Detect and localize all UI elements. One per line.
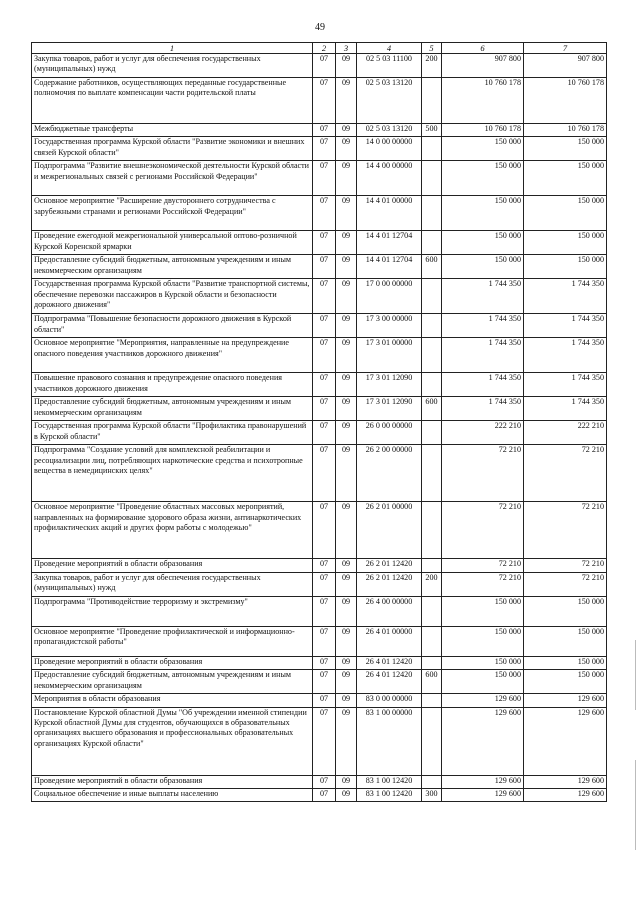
row-amount-1: 150 000 [442,670,524,694]
row-amount-2: 150 000 [524,161,607,196]
row-amount-2: 10 760 178 [524,124,607,137]
row-section: 07 [313,231,336,255]
row-name: Постановление Курской областной Думы "Об учреждении именной стипендии Курской областной Думы для студентов, обучающихся в образовательных организациях высшего образования и профессиональных образовательных организациях Курской области" [32,707,313,775]
row-target-item: 26 2 00 00000 [357,445,422,502]
row-amount-1: 150 000 [442,596,524,626]
table-row [32,397,607,421]
row-target-item: 02 5 03 13120 [357,124,422,137]
column-header-section: 2 [313,43,336,54]
budget-table [31,42,607,802]
row-name: Социальное обеспечение и иные выплаты населению [32,789,313,802]
row-target-item: 17 0 00 00000 [357,279,422,314]
column-header-amount-2: 7 [524,43,607,54]
column-header-name: 1 [32,43,313,54]
row-section: 07 [313,78,336,124]
table-row [32,694,607,707]
row-section: 07 [313,421,336,445]
row-subsection: 09 [336,572,357,596]
row-section: 07 [313,196,336,231]
row-expense-type [422,279,442,314]
row-subsection: 09 [336,707,357,775]
table-row [32,196,607,231]
row-amount-2: 150 000 [524,626,607,656]
row-target-item: 14 4 01 12704 [357,255,422,279]
row-amount-1: 150 000 [442,255,524,279]
row-amount-1: 1 744 350 [442,279,524,314]
table-row [32,279,607,314]
row-expense-type: 600 [422,397,442,421]
row-name: Проведение мероприятий в области образования [32,775,313,788]
row-amount-1: 150 000 [442,161,524,196]
row-target-item: 26 4 01 00000 [357,626,422,656]
row-expense-type [422,338,442,373]
row-subsection: 09 [336,626,357,656]
row-subsection: 09 [336,775,357,788]
table-row [32,231,607,255]
row-target-item: 83 0 00 00000 [357,694,422,707]
row-target-item: 26 2 01 12420 [357,559,422,572]
row-amount-1: 907 800 [442,54,524,78]
row-section: 07 [313,502,336,559]
row-subsection: 09 [336,54,357,78]
row-expense-type: 600 [422,670,442,694]
row-expense-type [422,502,442,559]
row-section: 07 [313,445,336,502]
row-expense-type [422,314,442,338]
row-name: Повышение правового сознания и предупреждение опасного поведения участников дорожного движения [32,373,313,397]
row-expense-type [422,373,442,397]
row-subsection: 09 [336,124,357,137]
row-amount-1: 129 600 [442,789,524,802]
row-name: Подпрограмма "Создание условий для комплексной реабилитации и ресоциализации лиц, потребляющих наркотические средства и психотропные вещества в немедицинских целях" [32,445,313,502]
row-amount-1: 150 000 [442,137,524,161]
row-amount-2: 1 744 350 [524,397,607,421]
row-amount-2: 72 210 [524,502,607,559]
row-amount-2: 150 000 [524,670,607,694]
row-section: 07 [313,373,336,397]
row-subsection: 09 [336,502,357,559]
row-amount-2: 72 210 [524,559,607,572]
row-subsection: 09 [336,279,357,314]
table-row [32,314,607,338]
row-expense-type: 300 [422,789,442,802]
row-amount-2: 129 600 [524,707,607,775]
row-target-item: 26 4 00 00000 [357,596,422,626]
row-expense-type [422,161,442,196]
row-target-item: 83 1 00 12420 [357,789,422,802]
row-amount-1: 150 000 [442,196,524,231]
table-row [32,559,607,572]
row-subsection: 09 [336,445,357,502]
row-section: 07 [313,255,336,279]
row-amount-2: 72 210 [524,572,607,596]
row-name: Государственная программа Курской области "Развитие транспортной системы, обеспечение перевозки пассажиров в Курской области и безопасности дорожного движения" [32,279,313,314]
row-amount-2: 150 000 [524,656,607,669]
row-amount-1: 72 210 [442,572,524,596]
row-section: 07 [313,707,336,775]
row-name: Мероприятия в области образования [32,694,313,707]
row-name: Закупка товаров, работ и услуг для обеспечения государственных (муниципальных) нужд [32,54,313,78]
table-row [32,596,607,626]
row-name: Подпрограмма "Повышение безопасности дорожного движения в Курской области" [32,314,313,338]
row-subsection: 09 [336,78,357,124]
row-amount-1: 129 600 [442,707,524,775]
row-amount-2: 150 000 [524,137,607,161]
row-name: Подпрограмма "Противодействие терроризму и экстремизму" [32,596,313,626]
row-name: Предоставление субсидий бюджетным, автономным учреждениям и иным некоммерческим организациям [32,397,313,421]
row-target-item: 17 3 01 00000 [357,338,422,373]
row-name: Основное мероприятие "Расширение двустороннего сотрудничества с зарубежными странами и регионами Российской Федерации" [32,196,313,231]
column-header-target-item: 4 [357,43,422,54]
row-expense-type [422,707,442,775]
row-section: 07 [313,54,336,78]
row-name: Проведение мероприятий в области образования [32,559,313,572]
row-section: 07 [313,670,336,694]
row-expense-type [422,775,442,788]
row-name: Предоставление субсидий бюджетным, автономным учреждениям и иным некоммерческим организациям [32,670,313,694]
row-amount-2: 129 600 [524,775,607,788]
row-amount-2: 150 000 [524,196,607,231]
row-target-item: 26 2 01 12420 [357,572,422,596]
column-header-amount-1: 6 [442,43,524,54]
row-target-item: 14 0 00 00000 [357,137,422,161]
row-expense-type [422,626,442,656]
row-amount-1: 10 760 178 [442,124,524,137]
table-row [32,124,607,137]
row-amount-2: 222 210 [524,421,607,445]
row-amount-1: 129 600 [442,775,524,788]
table-row [32,255,607,279]
table-row [32,572,607,596]
row-name: Проведение ежегодной межрегиональной универсальной оптово-розничной Курской Коренской ярмарки [32,231,313,255]
row-amount-2: 1 744 350 [524,314,607,338]
row-target-item: 14 4 01 12704 [357,231,422,255]
row-name: Содержание работников, осуществляющих переданные государственные полномочия по выплате компенсации части родительской платы [32,78,313,124]
row-section: 07 [313,559,336,572]
row-section: 07 [313,161,336,196]
row-name: Основное мероприятие "Мероприятия, направленные на предупреждение опасного поведения участников дорожного движения" [32,338,313,373]
scan-edge-mark [635,760,636,850]
row-subsection: 09 [336,694,357,707]
row-target-item: 26 0 00 00000 [357,421,422,445]
row-target-item: 26 2 01 00000 [357,502,422,559]
row-subsection: 09 [336,161,357,196]
row-section: 07 [313,338,336,373]
row-name: Закупка товаров, работ и услуг для обеспечения государственных (муниципальных) нужд [32,572,313,596]
row-amount-2: 1 744 350 [524,338,607,373]
row-amount-1: 1 744 350 [442,314,524,338]
table-row [32,373,607,397]
table-row [32,502,607,559]
row-expense-type [422,231,442,255]
row-amount-1: 150 000 [442,656,524,669]
row-section: 07 [313,314,336,338]
row-expense-type [422,596,442,626]
table-row [32,445,607,502]
row-amount-1: 129 600 [442,694,524,707]
row-amount-2: 1 744 350 [524,279,607,314]
row-target-item: 14 4 00 00000 [357,161,422,196]
row-expense-type [422,445,442,502]
table-row [32,626,607,656]
row-name: Основное мероприятие "Проведение профилактической и информационно-пропагандистской работы" [32,626,313,656]
row-name: Межбюджетные трансферты [32,124,313,137]
table-row [32,670,607,694]
row-amount-2: 150 000 [524,255,607,279]
row-section: 07 [313,789,336,802]
row-expense-type: 200 [422,572,442,596]
row-section: 07 [313,397,336,421]
row-section: 07 [313,124,336,137]
row-target-item: 02 5 03 11100 [357,54,422,78]
row-target-item: 17 3 01 12090 [357,397,422,421]
row-subsection: 09 [336,559,357,572]
row-amount-1: 72 210 [442,445,524,502]
table-header-row [32,43,607,54]
table-row [32,161,607,196]
row-section: 07 [313,775,336,788]
row-target-item: 26 4 01 12420 [357,656,422,669]
row-expense-type [422,694,442,707]
row-subsection: 09 [336,137,357,161]
row-subsection: 09 [336,196,357,231]
row-amount-2: 10 760 178 [524,78,607,124]
row-expense-type: 600 [422,255,442,279]
row-amount-1: 1 744 350 [442,373,524,397]
row-expense-type [422,559,442,572]
table-row [32,338,607,373]
row-name: Предоставление субсидий бюджетным, автономным учреждениям и иным некоммерческим организациям [32,255,313,279]
table-row [32,789,607,802]
row-expense-type: 500 [422,124,442,137]
row-section: 07 [313,572,336,596]
row-amount-1: 150 000 [442,231,524,255]
row-subsection: 09 [336,231,357,255]
row-subsection: 09 [336,397,357,421]
row-amount-1: 10 760 178 [442,78,524,124]
row-name: Государственная программа Курской области "Профилактика правонарушений в Курской области" [32,421,313,445]
column-header-expense-type: 5 [422,43,442,54]
row-subsection: 09 [336,596,357,626]
row-target-item: 17 3 00 00000 [357,314,422,338]
scan-edge-mark [635,640,636,710]
row-section: 07 [313,694,336,707]
row-amount-1: 1 744 350 [442,397,524,421]
row-expense-type [422,137,442,161]
row-amount-2: 129 600 [524,694,607,707]
row-subsection: 09 [336,656,357,669]
column-header-subsection: 3 [336,43,357,54]
page-number: 49 [315,22,325,33]
row-subsection: 09 [336,314,357,338]
row-target-item: 26 4 01 12420 [357,670,422,694]
table-row [32,54,607,78]
row-section: 07 [313,626,336,656]
row-name: Основное мероприятие "Проведение областных массовых мероприятий, направленных на формирование здорового образа жизни, антинаркотических профилактических акций и других форм работы с молодежью" [32,502,313,559]
row-target-item: 14 4 01 00000 [357,196,422,231]
table-row [32,656,607,669]
row-section: 07 [313,596,336,626]
row-amount-2: 72 210 [524,445,607,502]
row-amount-1: 72 210 [442,559,524,572]
row-name: Проведение мероприятий в области образования [32,656,313,669]
row-expense-type: 200 [422,54,442,78]
row-amount-1: 72 210 [442,502,524,559]
row-expense-type [422,78,442,124]
table-row [32,707,607,775]
row-subsection: 09 [336,255,357,279]
row-target-item: 83 1 00 12420 [357,775,422,788]
row-expense-type [422,421,442,445]
row-amount-2: 150 000 [524,596,607,626]
row-amount-1: 150 000 [442,626,524,656]
row-expense-type [422,196,442,231]
row-subsection: 09 [336,373,357,397]
row-amount-2: 1 744 350 [524,373,607,397]
row-section: 07 [313,656,336,669]
table-row [32,78,607,124]
row-target-item: 83 1 00 00000 [357,707,422,775]
row-amount-2: 907 800 [524,54,607,78]
row-expense-type [422,656,442,669]
row-name: Государственная программа Курской области "Развитие экономики и внешних связей Курской области" [32,137,313,161]
table-row [32,137,607,161]
row-name: Подпрограмма "Развитие внешнеэкономической деятельности Курской области и межрегиональных связей с регионами Российской Федерации" [32,161,313,196]
row-section: 07 [313,137,336,161]
row-subsection: 09 [336,421,357,445]
row-amount-1: 222 210 [442,421,524,445]
row-section: 07 [313,279,336,314]
row-amount-2: 129 600 [524,789,607,802]
row-subsection: 09 [336,670,357,694]
row-amount-1: 1 744 350 [442,338,524,373]
row-subsection: 09 [336,338,357,373]
table-row [32,421,607,445]
table-row [32,775,607,788]
row-amount-2: 150 000 [524,231,607,255]
row-target-item: 02 5 03 13120 [357,78,422,124]
row-target-item: 17 3 01 12090 [357,373,422,397]
row-subsection: 09 [336,789,357,802]
